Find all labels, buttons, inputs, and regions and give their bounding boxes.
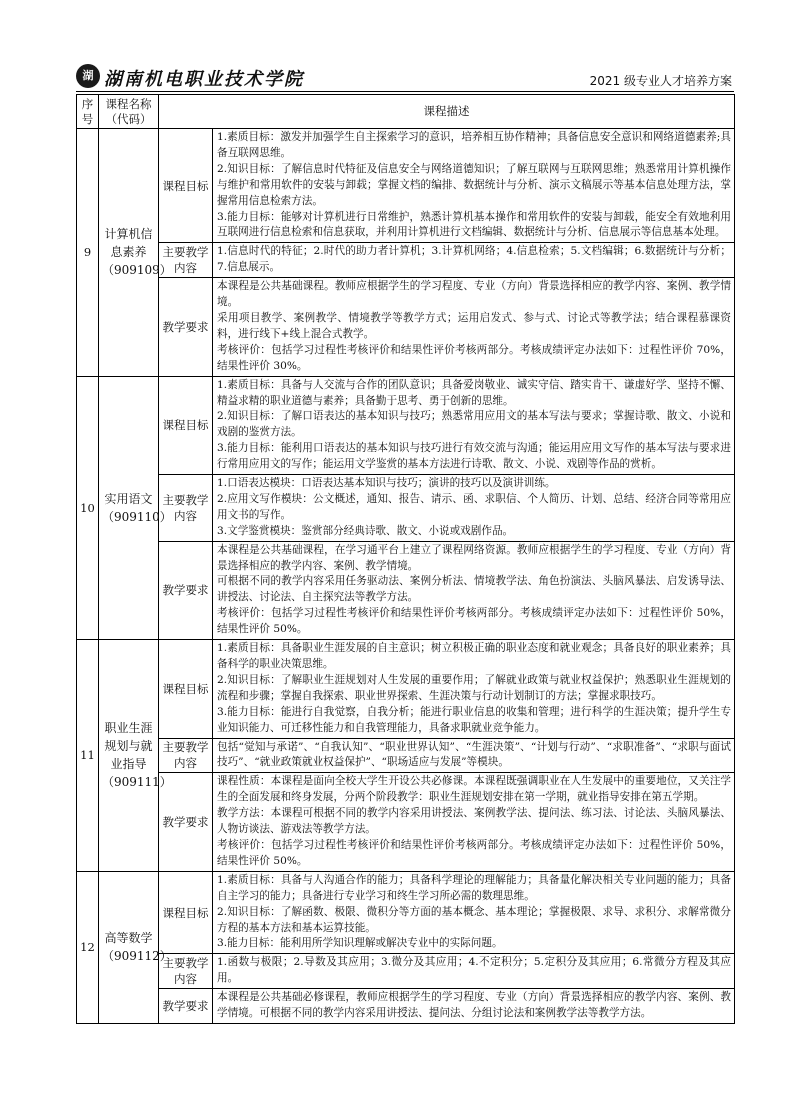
course-name-cell: [99, 129, 172, 377]
goal-text-paragraph: 2.知识目标：了解信息时代特征及信息安全与网络道德知识；了解互联网与互联网思维；熟悉常用计算机操作与维护和常用软件的安装与卸载；掌握文档的编排、数据统计与分析、演示文稿展示等基本信息处理方法，掌握常用信息检索方法。: [217, 162, 731, 207]
goal-text: [213, 376, 735, 474]
table-row: [77, 954, 735, 989]
goal-text: [213, 640, 735, 738]
requirement-label: 教学要求: [159, 278, 213, 376]
goal-text-paragraph: 3.能力目标：能够对计算机进行日常维护，熟悉计算机基本操作和常用软件的安装与卸载，能安全有效地利用互联网进行信息检索和信息获取，并利用计算机进行文档编辑、数据统计与分析、信息展示等信息基本处理。: [217, 210, 731, 239]
goal-text-paragraph: 1.素质目标：具备与人沟通合作的能力；具备科学理论的理解能力；具备量化解决相关专业问题的能力；具备自主学习的能力；具备进行专业学习和终生学习所必需的数理思维。: [217, 873, 731, 902]
goal-text: [213, 871, 735, 954]
plan-title: 2021 级专业人才培养方案: [589, 74, 732, 88]
content-label: 主要教学内容: [159, 738, 213, 773]
goal-text: [213, 129, 735, 243]
table-row: [77, 773, 735, 871]
requirement-text: [213, 278, 735, 376]
content-text-paragraph: 1.函数与极限；2.导数及其应用；3.微分及其应用；4.不定积分；5.定积分及其应用；6.常微分方程及其应用。: [217, 956, 731, 985]
course-name: 职业生涯规划与就业指导: [104, 721, 153, 772]
course-name: 计算机信息素养: [104, 227, 153, 260]
content-label: 主要教学内容: [159, 954, 213, 989]
requirement-text-paragraph: 课程性质：本课程是面向全校大学生开设公共必修课。本课程既强调职业在人生发展中的重要地位，又关注学生的全面发展和终身发展，分两个阶段教学：职业生涯规划安排在第一学期，就业指导安排在第五学期。: [217, 775, 731, 804]
content-text: [213, 475, 735, 542]
page-header: [76, 62, 734, 92]
table-row: [77, 541, 735, 639]
requirement-text: [213, 541, 735, 639]
requirement-text-paragraph: 本课程是公共基础课程，在学习通平台上建立了课程网络资源。教师应根据学生的学习程度、专业（方向）背景选择相应的教学内容、案例、教学情境。: [217, 543, 731, 572]
content-text: [213, 243, 735, 278]
table-row: [77, 871, 735, 954]
school-name: 湖南机电职业技术学院: [104, 69, 304, 90]
course-name: 高等数学: [104, 931, 153, 946]
requirement-text-paragraph: 采用项目教学、案例教学、情境教学等教学方式；运用启发式、参与式、讨论式等教学法；结合课程慕课资料，进行线下+线上混合式教学。: [217, 311, 731, 340]
table-row: [77, 738, 735, 773]
table-row: [77, 278, 735, 376]
requirement-label: 教学要求: [159, 541, 213, 639]
goal-text-paragraph: 2.知识目标：了解函数、极限、微积分等方面的基本概念、基本理论；掌握极限、求导、求积分、求解常微分方程的基本方法和基本运算技能。: [217, 905, 731, 934]
goal-label: 课程目标: [159, 871, 213, 954]
course-name: 实用语文: [104, 491, 153, 506]
course-name-cell: [99, 640, 172, 872]
goal-text-paragraph: 1.素质目标：具备职业生涯发展的自主意识；树立积极正确的职业态度和就业观念；具备良好的职业素养；具备科学的职业决策思维。: [217, 642, 731, 670]
course-table: [76, 94, 735, 1024]
content-text: [213, 738, 735, 773]
course-body: [77, 129, 735, 1024]
course-number: 9: [77, 129, 99, 377]
requirement-label: 教学要求: [159, 773, 213, 871]
table-row: [77, 376, 735, 474]
table-row: [77, 989, 735, 1024]
table-header-row: [77, 95, 735, 129]
course-name-cell: [99, 376, 172, 640]
course-number: 12: [77, 871, 99, 1023]
goal-text-paragraph: 3.能力目标：能进行自我觉察，自我分析；能进行职业信息的收集和管理；进行科学的生涯决策；提升学生专业知识能力、可迁移性能力和自我管理能力，具备求职就业竞争能力。: [217, 705, 731, 734]
col-header-desc: 课程描述: [159, 95, 735, 129]
goal-label: 课程目标: [159, 376, 213, 474]
requirement-text-paragraph: 本课程是公共基础课程。教师应根据学生的学习程度、专业（方向）背景选择相应的教学内容、案例、教学情境。: [217, 280, 731, 309]
col-header-no: 序号: [77, 95, 99, 129]
course-code: （909109）: [102, 263, 172, 278]
course-code: （909112）: [102, 949, 172, 964]
requirement-text-paragraph: 考核评价：包括学习过程性考核评价和结果性评价考核两部分。考核成绩评定办法如下：过程性评价 50%，结果性评价 50%。: [217, 838, 731, 867]
content-text-paragraph: 1.口语表达模块：口语表达基本知识与技巧；演讲的技巧以及演讲训练。: [217, 477, 556, 490]
requirement-text-paragraph: 教学方法：本课程可根据不同的教学内容采用讲授法、案例教学法、提问法、练习法、讨论法、头脑风暴法、人物访谈法、游戏法等教学方法。: [217, 807, 731, 836]
goal-text-paragraph: 1.素质目标：激发并加强学生自主探索学习的意识，培养相互协作精神；具备信息安全意识和网络道德素养;具备互联网思维。: [217, 131, 731, 159]
requirement-text-paragraph: 可根据不同的教学内容采用任务驱动法、案例分析法、情境教学法、角色扮演法、头脑风暴法、启发诱导法、讲授法、讨论法、自主探究法等教学方法。: [217, 575, 731, 604]
col-header-name: 课程名称（代码）: [99, 95, 159, 129]
content-text: [213, 954, 735, 989]
table-row: [77, 129, 735, 243]
content-text-paragraph: 包括“觉知与承诺”、“自我认知”、“职业世界认知”、“生涯决策”、“计划与行动”、“求职准备”、“求职与面试技巧”、“就业政策就业权益保护”、“职场适应与发展”等模块。: [217, 740, 731, 769]
content-text-paragraph: 2.应用文写作模块：公文概述，通知、报告、请示、函、求职信、个人简历、计划、总结、经济合同等常用应用文书的写作。: [217, 492, 731, 521]
requirement-text-paragraph: 考核评价：包括学习过程性考核评价和结果性评价考核两部分。考核成绩评定办法如下：过程性评价 50%，结果性评价 50%。: [217, 607, 731, 636]
table-row: [77, 243, 735, 278]
requirement-text-paragraph: 本课程是公共基础必修课程，教师应根据学生的学习程度、专业（方向）背景选择相应的教学内容、案例、教学情境。可根据不同的教学内容采用讲授法、提问法、分组讨论法和案例教学法等教学方法。: [217, 991, 731, 1020]
course-code: （909111）: [102, 775, 172, 790]
school-logo: 湖: [76, 64, 100, 88]
goal-text-paragraph: 1.素质目标：具备与人交流与合作的团队意识；具备爱岗敬业、诚实守信、踏实肯干、谦虚好学、坚持不懈、精益求精的职业道德与素养；具备勤于思考、勇于创新的思维。: [217, 378, 731, 407]
requirement-text: [213, 773, 735, 871]
goal-text-paragraph: 2.知识目标：了解口语表达的基本知识与技巧；熟悉常用应用文的基本写法与要求；掌握诗歌、散文、小说和戏剧的鉴赏方法。: [217, 410, 731, 439]
goal-text-paragraph: 2.知识目标：了解职业生涯规划对人生发展的重要作用；了解就业政策与就业权益保护；熟悉职业生涯规划的流程和步骤；掌握自我探索、职业世界探索、生涯决策与行动计划制订的方法；掌握求职技巧。: [217, 673, 731, 702]
content-label: 主要教学内容: [159, 243, 213, 278]
course-number: 10: [77, 376, 99, 640]
table-row: [77, 640, 735, 738]
requirement-text: [213, 989, 735, 1024]
goal-label: 课程目标: [159, 640, 213, 738]
content-label: 主要教学内容: [159, 475, 213, 542]
goal-label: 课程目标: [159, 129, 213, 243]
goal-text-paragraph: 3.能力目标：能利用所学知识理解或解决专业中的实际问题。: [217, 937, 503, 950]
content-text-paragraph: 1.信息时代的特征；2.时代的助力者计算机；3.计算机网络；4.信息检索；5.文档编辑；6.数据统计与分析；7.信息展示。: [217, 245, 731, 274]
table-row: [77, 475, 735, 542]
content-text-paragraph: 3.文学鉴赏模块：鉴赏部分经典诗歌、散文、小说或戏剧作品。: [217, 524, 514, 537]
course-name-cell: [99, 871, 172, 1023]
header-rule: [76, 91, 734, 92]
course-code: （909110）: [102, 509, 172, 524]
goal-text-paragraph: 3.能力目标：能利用口语表达的基本知识与技巧进行有效交流与沟通；能运用应用文写作的基本写法与要求进行常用应用文的写作；能运用文学鉴赏的基本方法进行诗歌、散文、小说、戏剧等作品的赏析。: [217, 442, 731, 471]
requirement-text-paragraph: 考核评价：包括学习过程性考核评价和结果性评价考核两部分。考核成绩评定办法如下：过程性评价 70%，结果性评价 30%。: [217, 343, 731, 372]
course-number: 11: [77, 640, 99, 872]
requirement-label: 教学要求: [159, 989, 213, 1024]
